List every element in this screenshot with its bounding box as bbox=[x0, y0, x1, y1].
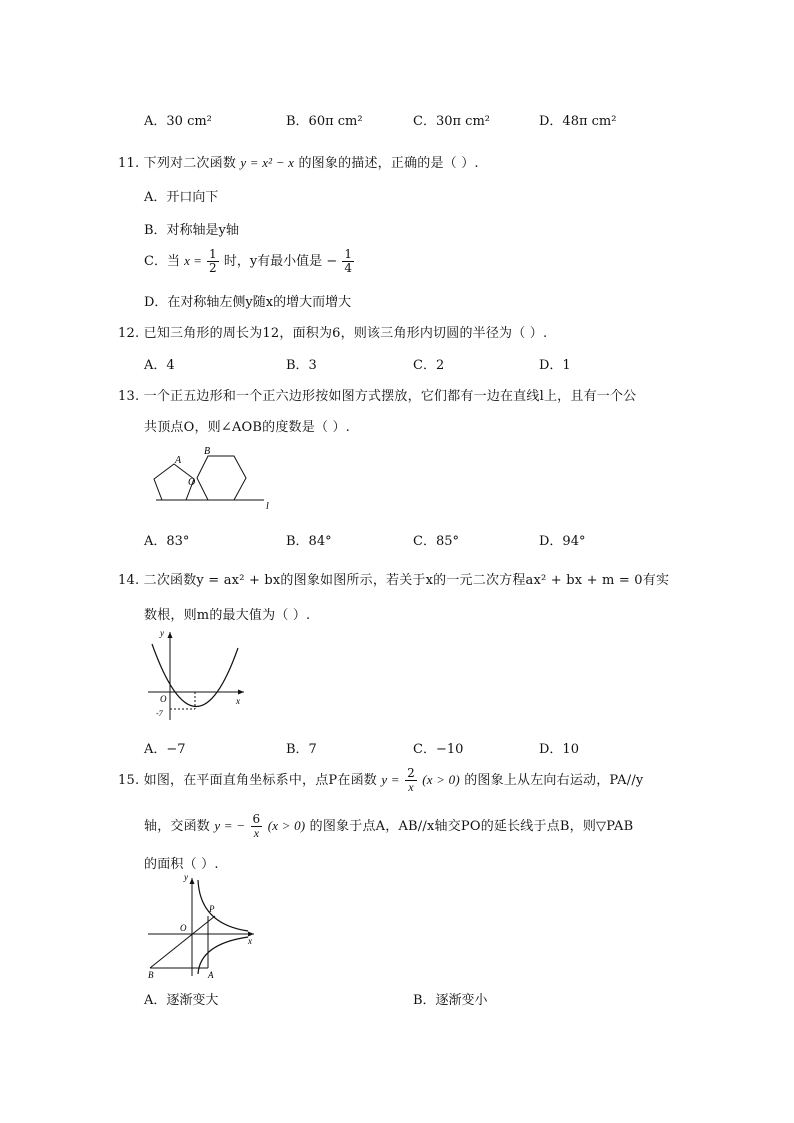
q11-stem bbox=[118, 152, 479, 171]
q12-option-a: A．4 bbox=[144, 358, 175, 373]
fraction-denominator: x bbox=[253, 826, 260, 840]
q15-text2-after: 的图象于点A，AB//x轴交PO的延长线于点B，则▽PAB bbox=[309, 819, 634, 834]
q14-stem-line2: 数根，则m的最大值为（ ）. bbox=[144, 608, 311, 623]
q14-option-b: B．7 bbox=[286, 742, 317, 757]
q12-option-b: B．3 bbox=[286, 358, 317, 373]
q15-option-a: A．逐渐变大 bbox=[144, 993, 219, 1008]
q15-func1-lhs: y = bbox=[381, 772, 400, 787]
q13-option-a: A．83° bbox=[144, 534, 190, 549]
fraction-numerator: 1 bbox=[209, 247, 217, 261]
q11-option-c-x: x = bbox=[184, 253, 202, 268]
q15-text2-before: 轴，交函数 bbox=[144, 819, 211, 834]
hexagon-shape bbox=[197, 456, 246, 500]
q12-stem bbox=[118, 322, 547, 341]
q15-stem-line3: 的面积（ ）. bbox=[144, 857, 219, 872]
q15-func1-domain: (x > 0) bbox=[422, 772, 460, 787]
q14-option-d: D．10 bbox=[539, 742, 579, 757]
q12-option-d: D．1 bbox=[539, 358, 571, 373]
fraction-numerator: 6 bbox=[252, 812, 261, 826]
label-p: P bbox=[209, 904, 215, 914]
q15-text-before: 如图，在平面直角坐标系中，点P在函数 bbox=[143, 773, 377, 788]
q11-option-a: A．开口向下 bbox=[144, 190, 219, 205]
q13-option-b: B．84° bbox=[286, 534, 332, 549]
y-axis-arrow-icon bbox=[168, 632, 173, 638]
label-minus-seven: -7 bbox=[156, 709, 163, 718]
q14-option-a: A．−7 bbox=[144, 742, 186, 757]
label-y: y bbox=[184, 874, 188, 882]
label-y: y bbox=[160, 628, 164, 638]
label-a: A bbox=[175, 455, 182, 466]
q13-text-line1: 一个正五边形和一个正六边形按如图方式摆放，它们都有一边在直线l上，且有一个公 bbox=[143, 389, 637, 404]
label-o: O bbox=[188, 477, 196, 488]
label-origin: O bbox=[160, 694, 167, 704]
q13-stem-line2: 共顶点O，则∠AOB的度数是（ ）. bbox=[144, 420, 351, 435]
q10-option-c: C．30π cm² bbox=[413, 114, 490, 129]
q10-option-a: A．30 cm² bbox=[144, 114, 212, 129]
label-origin: O bbox=[180, 923, 187, 933]
fraction-denominator: 2 bbox=[209, 261, 217, 275]
q11-option-d: D．在对称轴左侧y随x的增大而增大 bbox=[144, 295, 352, 310]
q10-option-b: B．60π cm² bbox=[286, 114, 363, 129]
q15-func2-domain: (x > 0) bbox=[267, 818, 306, 833]
q15-func2-fraction bbox=[251, 813, 263, 840]
q15-stem-line2 bbox=[144, 813, 633, 840]
fraction-denominator: x bbox=[408, 780, 414, 794]
q14-stem-line1 bbox=[118, 569, 669, 588]
q15-text-after: 的图象上从左向右运动，PA//y bbox=[464, 773, 644, 788]
q13-number: 13. bbox=[118, 389, 140, 404]
q11-stem-after: 的图象的描述，正确的是（ ）. bbox=[298, 156, 479, 171]
q14-number: 14. bbox=[118, 573, 140, 588]
label-b: B bbox=[148, 970, 154, 978]
fraction-numerator: 1 bbox=[344, 247, 352, 261]
q11-option-c-fraction-2 bbox=[342, 248, 354, 275]
label-x: x bbox=[236, 696, 240, 706]
q11-formula: y = x² − x bbox=[240, 155, 295, 170]
fraction-denominator: 4 bbox=[344, 261, 352, 275]
q15-option-b: B．逐渐变小 bbox=[413, 993, 488, 1008]
q11-option-c-prefix: C．当 bbox=[144, 254, 180, 269]
q11-option-b: B．对称轴是y轴 bbox=[144, 223, 239, 238]
q11-option-c-neg: − bbox=[326, 254, 338, 269]
x-axis-arrow-icon bbox=[238, 690, 244, 695]
q11-option-c-mid: 时，y有最小值是 bbox=[223, 254, 323, 269]
q15-stem-line1 bbox=[118, 767, 643, 794]
q15-func2-lhs: y = − bbox=[214, 818, 246, 833]
q11-number: 11. bbox=[118, 156, 140, 171]
q11-option-c-fraction bbox=[207, 248, 219, 275]
q13-option-c: C．85° bbox=[413, 534, 459, 549]
q14-figure bbox=[140, 624, 252, 724]
y-axis-arrow-icon bbox=[190, 878, 195, 884]
q13-figure bbox=[140, 440, 280, 512]
q14-text-line1: 二次函数y = ax² + bx的图象如图所示，若关于x的一元二次方程ax² + bx + m = 0有实 bbox=[143, 573, 670, 588]
q14-option-c: C．−10 bbox=[413, 742, 464, 757]
label-l: l bbox=[266, 501, 269, 512]
label-b: B bbox=[204, 446, 211, 457]
label-x: x bbox=[248, 936, 252, 946]
q12-number: 12. bbox=[118, 326, 140, 341]
q12-text: 已知三角形的周长为12，面积为6，则该三角形内切圆的半径为（ ）. bbox=[143, 326, 548, 341]
q15-figure bbox=[140, 874, 260, 978]
q11-stem-before: 下列对二次函数 bbox=[143, 156, 237, 171]
q13-option-d: D．94° bbox=[539, 534, 586, 549]
q13-stem-line1 bbox=[118, 385, 636, 404]
q12-option-c: C．2 bbox=[413, 358, 445, 373]
q10-option-d: D．48π cm² bbox=[539, 114, 617, 129]
q15-number: 15. bbox=[118, 773, 140, 788]
fraction-numerator: 2 bbox=[407, 766, 415, 780]
label-a: A bbox=[208, 970, 214, 978]
q15-func1-fraction bbox=[405, 767, 417, 794]
q11-option-c bbox=[144, 248, 355, 275]
